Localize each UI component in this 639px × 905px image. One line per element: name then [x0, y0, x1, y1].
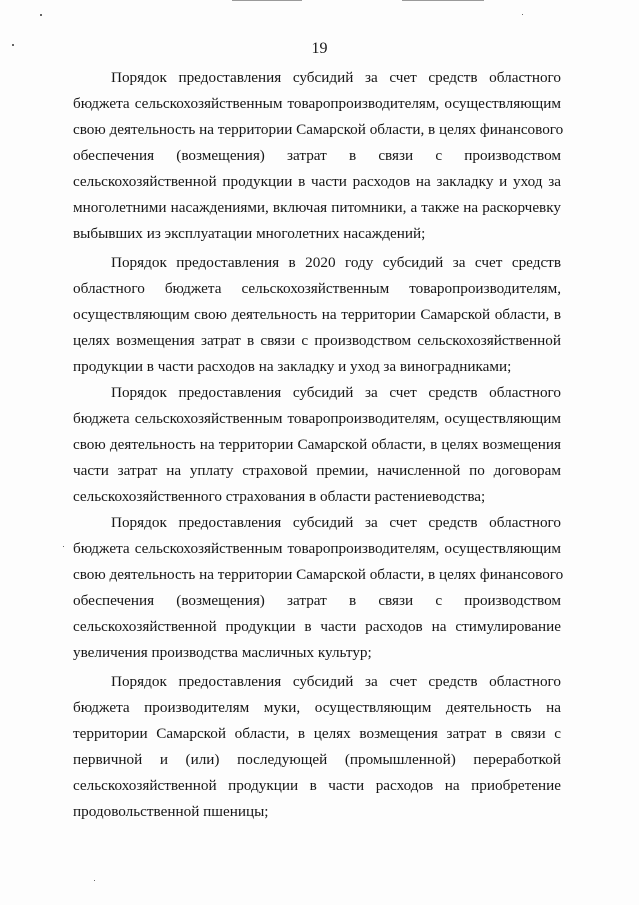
text-line: обеспечения (возмещения) затрат в связи с производством [73, 147, 561, 164]
paragraph [73, 65, 564, 247]
text-line: части затрат на уплату страховой премии, начисленной по договорам [73, 462, 561, 479]
text-line: сельскохозяйственной продукции в части расходов на приобретение [73, 777, 561, 794]
paragraph [73, 669, 561, 825]
text-line: бюджета сельскохозяйственным товаропроизводителям, осуществляющим [73, 410, 561, 427]
text-line: свою деятельность на территории Самарской области, в целях финансового [73, 121, 564, 138]
text-line: осуществляющим свою деятельность на территории Самарской области, в [73, 306, 561, 323]
text-line: выбывших из эксплуатации многолетних насаждений; [73, 225, 426, 242]
scan-speck [522, 14, 523, 15]
text-line: бюджета сельскохозяйственным товаропроизводителям, осуществляющим [73, 95, 561, 112]
page-number: 19 [311, 40, 328, 57]
text-line: Порядок предоставления в 2020 году субсидий за счет средств [111, 254, 561, 271]
text-line: продукции в части расходов на закладку и уход за виноградниками; [73, 358, 512, 375]
paragraph [73, 250, 561, 380]
scan-speck [94, 880, 95, 881]
text-line: целях возмещения затрат в связи с производством сельскохозяйственной [73, 332, 561, 349]
text-line: сельскохозяйственной продукции в части расходов на закладку и уход за [73, 173, 561, 190]
scan-speck [40, 14, 42, 16]
paragraph [73, 510, 564, 666]
text-line: Порядок предоставления субсидий за счет средств областного [111, 69, 561, 86]
paragraph [73, 380, 561, 510]
text-line: сельскохозяйственного страхования в области растениеводства; [73, 488, 486, 505]
text-line: Порядок предоставления субсидий за счет средств областного [111, 673, 561, 690]
text-line: территории Самарской области, в целях возмещения затрат в связи с [73, 725, 561, 742]
text-line: Порядок предоставления субсидий за счет средств областного [111, 384, 561, 401]
text-line: сельскохозяйственной продукции в части расходов на стимулирование [73, 618, 561, 635]
text-line: бюджета сельскохозяйственным товаропроизводителям, осуществляющим [73, 540, 561, 557]
text-line: свою деятельность на территории Самарской области, в целях возмещения [73, 436, 561, 453]
text-line: увеличения производства масличных культур; [73, 644, 372, 661]
text-line: продовольственной пшеницы; [73, 803, 269, 820]
text-line: обеспечения (возмещения) затрат в связи с производством [73, 592, 561, 609]
scan-speck [63, 546, 64, 547]
text-line: бюджета производителям муки, осуществляющим деятельность на [73, 699, 561, 716]
scan-edge-line [402, 0, 484, 1]
text-line: свою деятельность на территории Самарской области, в целях финансового [73, 566, 564, 583]
text-line: многолетними насаждениями, включая питомники, а также на раскорчевку [73, 199, 561, 216]
text-line: Порядок предоставления субсидий за счет средств областного [111, 514, 561, 531]
scan-edge-line [232, 0, 302, 1]
text-line: первичной и (или) последующей (промышленной) переработкой [73, 751, 561, 768]
text-line: областного бюджета сельскохозяйственным товаропроизводителям, [73, 280, 561, 297]
